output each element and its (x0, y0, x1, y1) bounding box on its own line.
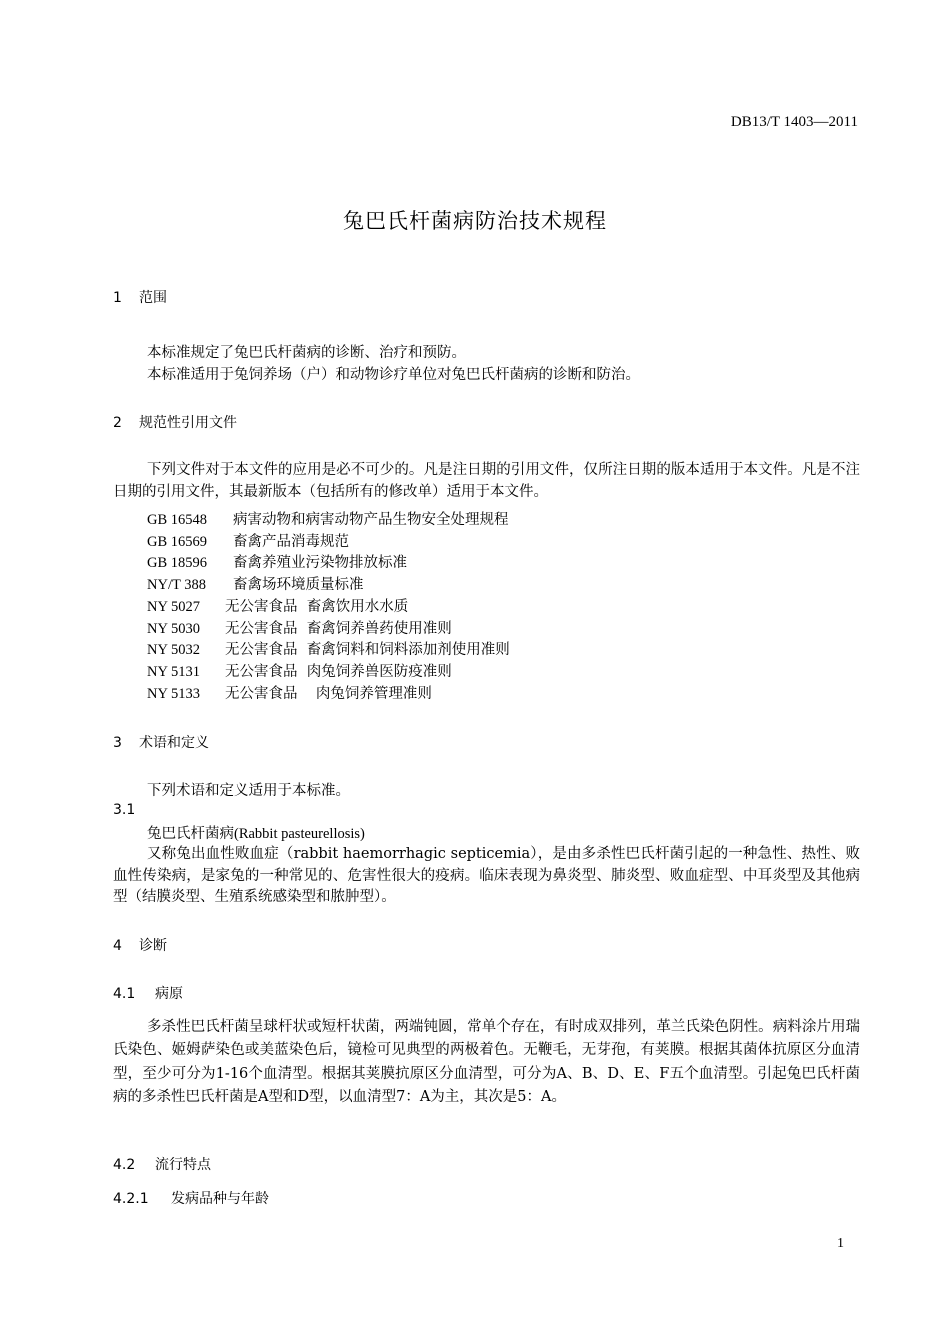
reference-code: NY 5032 (147, 642, 201, 658)
reference-code: NY 5030 (147, 621, 201, 637)
reference-name: 无公害食品 肉兔饲养兽医防疫准则 (225, 664, 452, 680)
term-definition: 又称兔出血性败血症（rabbit haemorrhagic septicemia），是由多杀性巴氏杆菌引起的一种急性、热性、败血性传染病，是家兔的一种常见的、危害性很大的疫病。临床表现为鼻炎型、肺炎型、败血症型、中耳炎型及其他病型（结膜炎型、生殖系统感染型和脓肿型）。 (113, 846, 860, 906)
subsection-4-1-heading (113, 983, 183, 1003)
reference-name: 无公害食品 畜禽饲料和饲料添加剂使用准则 (225, 642, 510, 658)
terms-intro: 下列术语和定义适用于本标准。 (147, 783, 350, 799)
subsection-4-2-1-heading (113, 1188, 269, 1208)
standard-code: DB13/T 1403—2011 (730, 114, 858, 130)
scope-paragraph-2: 本标准适用于兔饲养场（户）和动物诊疗单位对兔巴氏杆菌病的诊断和防治。 (147, 367, 640, 383)
scope-paragraph-1: 本标准规定了兔巴氏杆菌病的诊断、治疗和预防。 (147, 345, 466, 361)
reference-item (147, 638, 510, 659)
section-number: 1 (113, 290, 122, 306)
section-number: 4 (113, 938, 122, 954)
reference-code: NY 5027 (147, 599, 201, 615)
reference-item (147, 530, 349, 551)
subsection-4-2-heading (113, 1154, 211, 1174)
reference-item (147, 508, 509, 529)
reference-code: GB 18596 (147, 555, 208, 571)
term-name: 兔巴氏杆菌病 (147, 826, 234, 842)
normative-intro-paragraph: 下列文件对于本文件的应用是必不可少的。凡是注日期的引用文件，仅所注日期的版本适用于本文件。凡是不注日期的引用文件，其最新版本（包括所有的修改单）适用于本文件。 (113, 462, 860, 500)
section-2-heading (113, 412, 237, 432)
reference-item (147, 660, 452, 681)
reference-code: GB 16548 (147, 512, 208, 528)
document-title: 兔巴氏杆菌病防治技术规程 (343, 209, 607, 233)
section-number: 2 (113, 415, 122, 431)
reference-item (147, 595, 408, 616)
reference-name: 病害动物和病害动物产品生物安全处理规程 (233, 512, 509, 528)
reference-name: 畜禽场环境质量标准 (233, 577, 364, 593)
subsection-title: 流行特点 (155, 1157, 211, 1173)
section-title: 规范性引用文件 (139, 415, 237, 431)
reference-name: 无公害食品 畜禽饲养兽药使用准则 (225, 621, 452, 637)
section-1-heading (113, 287, 167, 307)
section-number: 3 (113, 735, 122, 751)
subsection-number: 4.2 (113, 1157, 136, 1173)
reference-item (147, 617, 452, 638)
reference-name: 畜禽养殖业污染物排放标准 (233, 555, 407, 571)
reference-code: NY 5133 (147, 686, 201, 702)
subsection-title: 病原 (155, 986, 183, 1002)
reference-code: GB 16569 (147, 534, 208, 550)
reference-name: 无公害食品 畜禽饮用水水质 (225, 599, 409, 615)
page-number: 1 (837, 1236, 844, 1251)
reference-name: 无公害食品 肉兔饲养管理准则 (225, 686, 432, 702)
term-line (147, 822, 365, 843)
subsection-number: 4.2.1 (113, 1191, 149, 1207)
reference-name: 畜禽产品消毒规范 (233, 534, 349, 550)
reference-code: NY 5131 (147, 664, 201, 680)
section-4-heading (113, 935, 167, 955)
section-title: 诊断 (139, 938, 167, 954)
section-title: 范围 (139, 290, 167, 306)
subsection-3-1-number: 3.1 (113, 802, 136, 818)
section-3-heading (113, 732, 209, 752)
subsection-number: 4.1 (113, 986, 136, 1002)
pathogen-paragraph: 多杀性巴氏杆菌呈球杆状或短杆状菌，两端钝圆，常单个存在，有时成双排列，革兰氏染色阴性。病料涂片用瑞氏染色、姬姆萨染色或美蓝染色后，镜检可见典型的两极着色。无鞭毛，无芽孢，有荚膜。根据其菌体抗原区分血清型，至少可分为1-16个血清型。根据其荚膜抗原区分血清型，可分为A、B、D、E、F五个血清型。引起兔巴氏杆菌病的多杀性巴氏杆菌是A型和D型，以血清型7：A为主，其次是5：A。 (113, 1019, 860, 1106)
subsection-title: 发病品种与年龄 (171, 1191, 269, 1207)
section-title: 术语和定义 (139, 735, 209, 751)
term-english: (Rabbit pasteurellosis) (234, 826, 365, 842)
reference-code: NY/T 388 (147, 577, 206, 593)
reference-item (147, 682, 432, 703)
reference-item (147, 551, 407, 572)
reference-item (147, 573, 364, 594)
